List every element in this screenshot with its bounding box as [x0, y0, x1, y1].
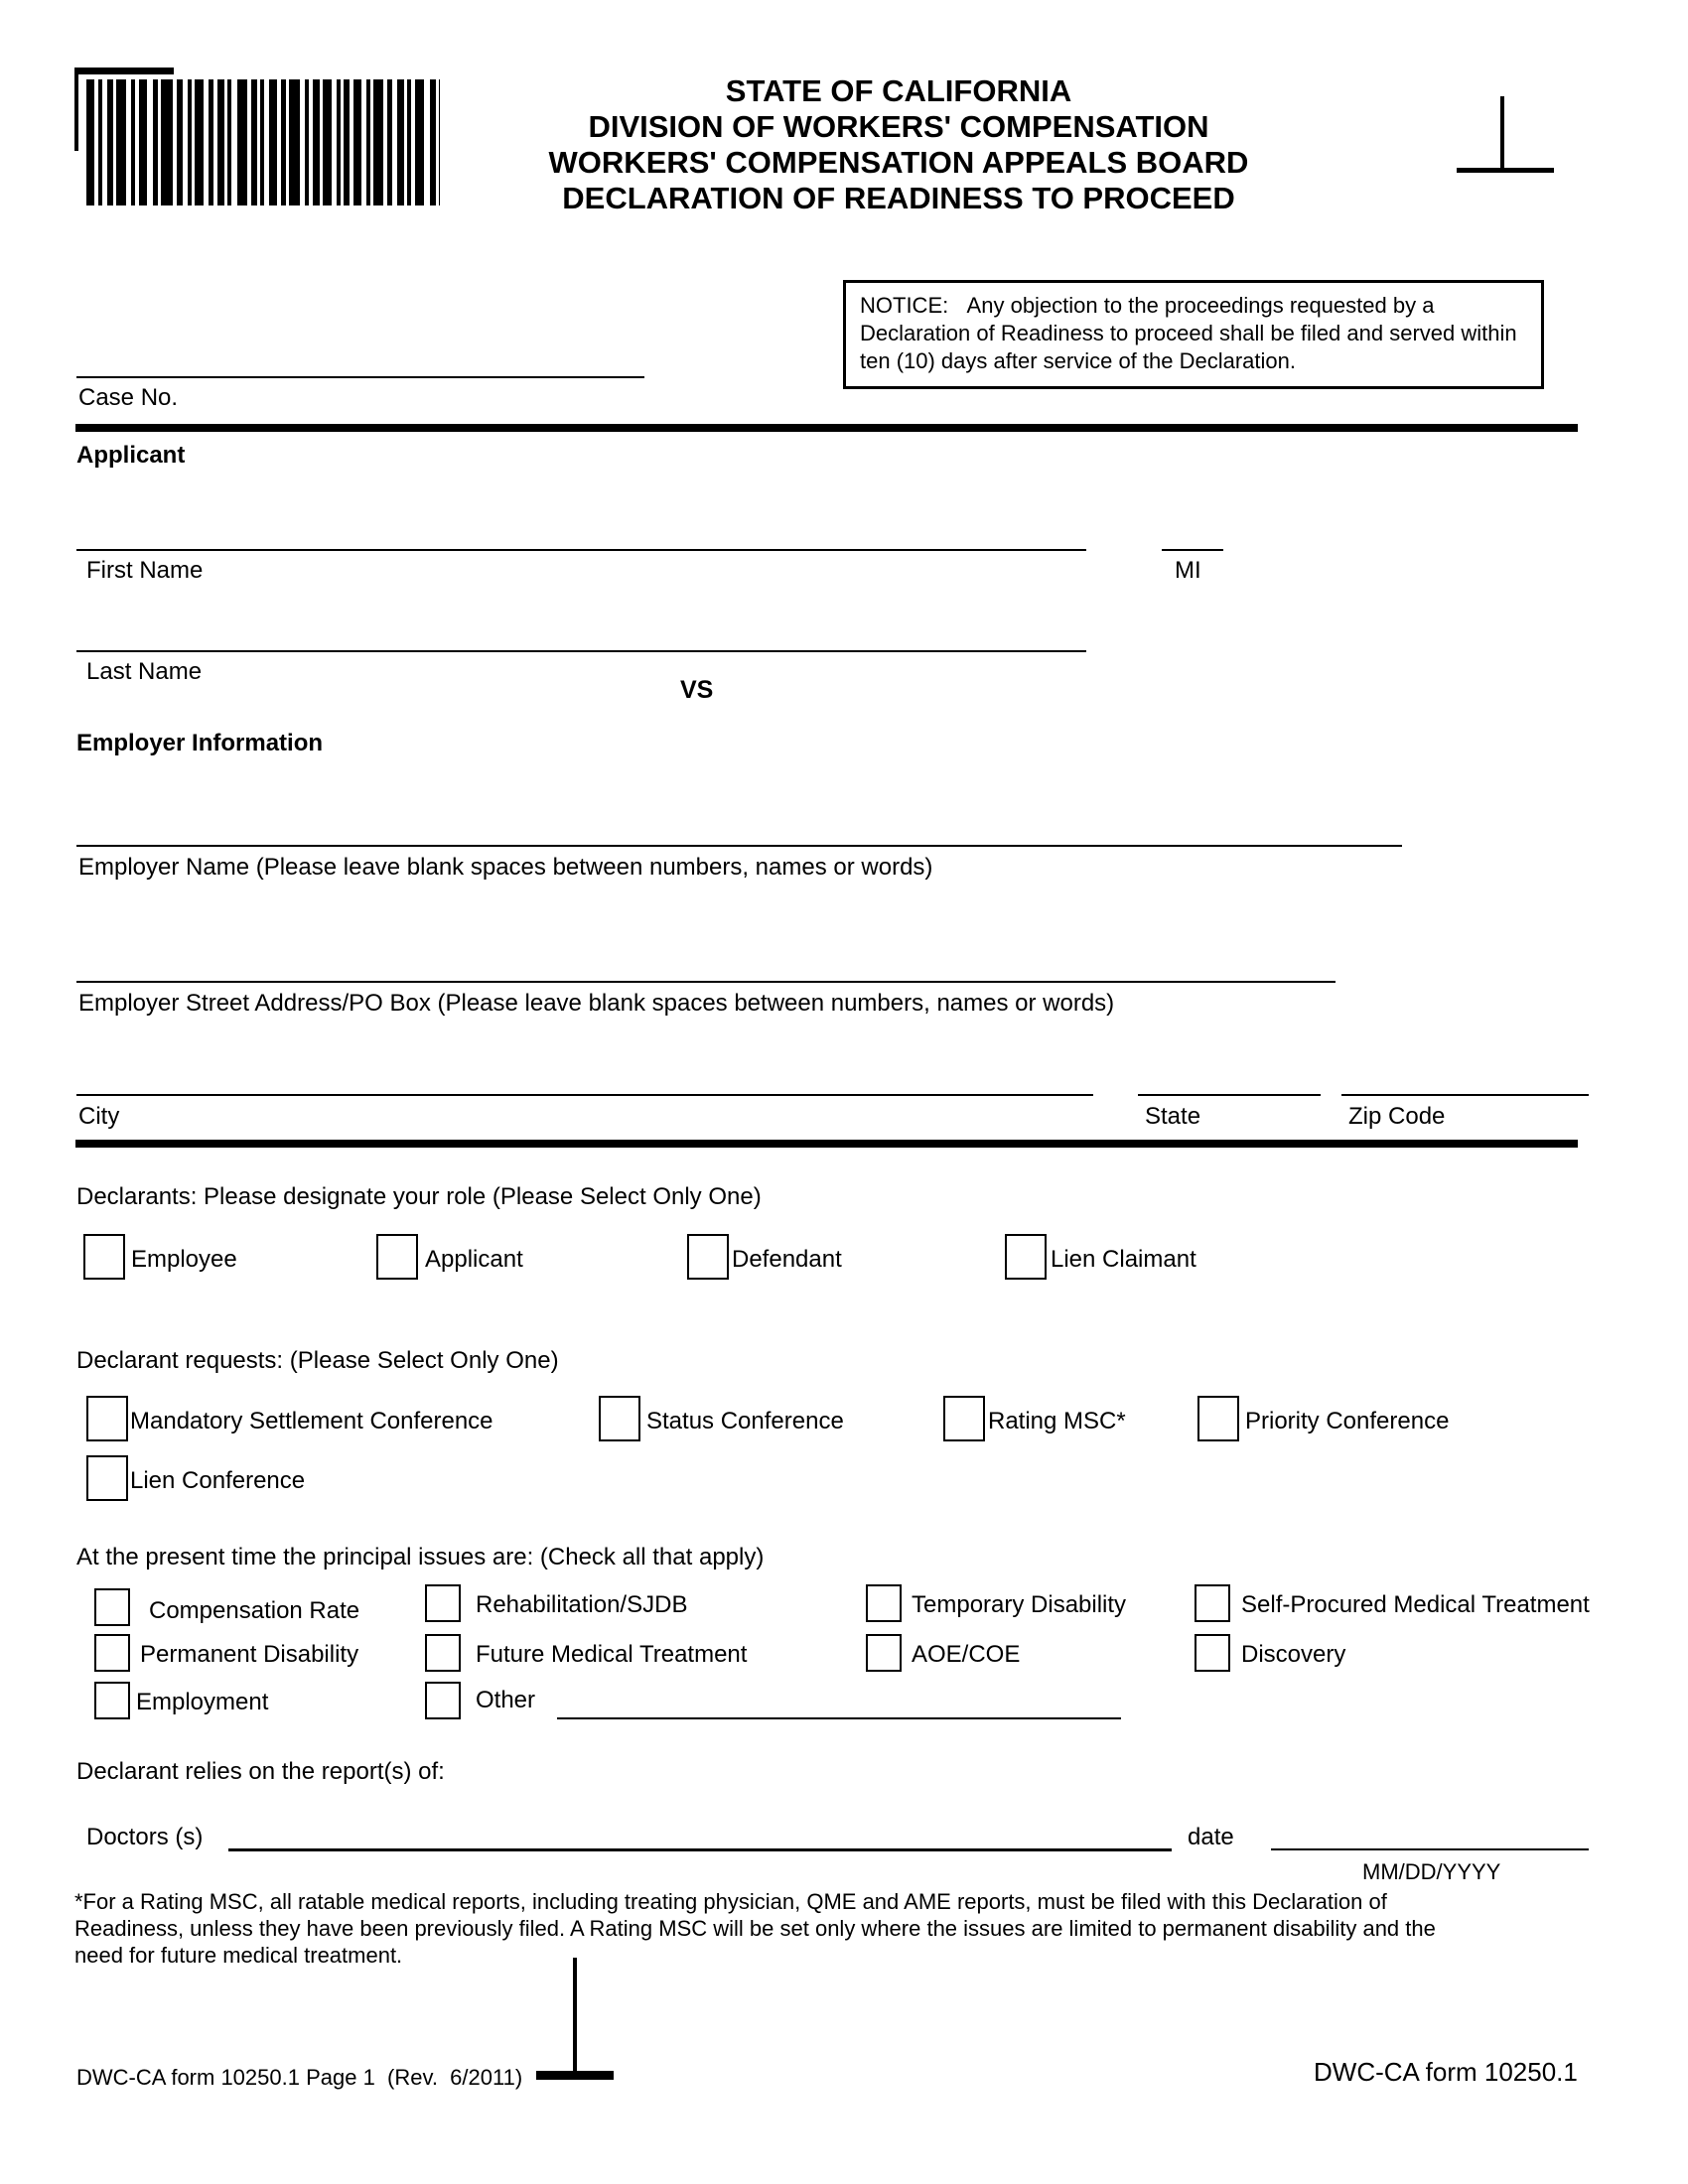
vs-label: VS: [680, 676, 714, 704]
title-line-3: WORKERS' COMPENSATION APPEALS BOARD: [548, 145, 1249, 180]
notice-text: NOTICE: Any objection to the proceedings requested by a Declaration of Readiness to proceed shall be filed and served within ten (10) days after service of the Declaration.: [860, 293, 1517, 373]
date-field[interactable]: [1271, 1848, 1589, 1850]
checkbox-label-aoe-coe: AOE/COE: [912, 1641, 1021, 1668]
checkbox-label-self-procured-medical-treatment: Self-Procured Medical Treatment: [1241, 1591, 1590, 1618]
form-number-page-rev: DWC-CA form 10250.1 Page 1 (Rev. 6/2011): [76, 2065, 523, 2090]
first-name-label: First Name: [86, 557, 204, 584]
checkbox-label-lien-conference: Lien Conference: [130, 1467, 306, 1494]
checkbox-label-compensation-rate: Compensation Rate: [149, 1597, 360, 1624]
checkbox-lien-claimant[interactable]: [1005, 1234, 1047, 1280]
checkbox-rehabilitation-sjdb[interactable]: [425, 1584, 461, 1622]
applicant-section-header: Applicant: [76, 442, 186, 469]
section-divider-top: [75, 424, 1578, 432]
checkbox-self-procured-medical-treatment[interactable]: [1195, 1584, 1230, 1622]
checkbox-label-applicant: Applicant: [425, 1246, 523, 1273]
last-name-field[interactable]: [76, 650, 1086, 652]
checkbox-label-temporary-disability: Temporary Disability: [912, 1591, 1127, 1618]
checkbox-temporary-disability[interactable]: [866, 1584, 902, 1622]
last-name-label: Last Name: [86, 658, 203, 685]
checkbox-label-rating-msc: Rating MSC*: [988, 1408, 1126, 1434]
employer-name-label: Employer Name (Please leave blank spaces between numbers, names or words): [78, 854, 933, 881]
title-line-4: DECLARATION OF READINESS TO PROCEED: [562, 181, 1235, 215]
checkbox-future-medical-treatment[interactable]: [425, 1634, 461, 1672]
checkbox-label-other: Other: [476, 1687, 536, 1713]
checkbox-status-conference[interactable]: [599, 1396, 640, 1441]
checkbox-label-status-conference: Status Conference: [646, 1408, 844, 1434]
checkbox-label-mandatory-settlement-conference: Mandatory Settlement Conference: [130, 1408, 493, 1434]
checkbox-employee[interactable]: [83, 1234, 125, 1280]
registration-mark-top-left-vertical: [74, 68, 78, 151]
checkbox-rating-msc[interactable]: [943, 1396, 985, 1441]
checkbox-label-future-medical-treatment: Future Medical Treatment: [476, 1641, 748, 1668]
checkbox-label-employee: Employee: [131, 1246, 237, 1273]
notice-box: [843, 280, 1544, 389]
checkbox-label-discovery: Discovery: [1241, 1641, 1346, 1668]
other-issue-field[interactable]: [557, 1717, 1121, 1719]
registration-mark-top-right-horizontal: [1457, 168, 1554, 173]
employer-street-field[interactable]: [76, 981, 1336, 983]
checkbox-label-lien-claimant: Lien Claimant: [1051, 1246, 1196, 1273]
state-label: State: [1145, 1103, 1201, 1130]
checkbox-label-priority-conference: Priority Conference: [1245, 1408, 1450, 1434]
middle-initial-field[interactable]: [1162, 549, 1223, 551]
issues-prompt: At the present time the principal issues are: (Check all that apply): [76, 1544, 765, 1570]
reports-prompt: Declarant relies on the report(s) of:: [76, 1758, 445, 1785]
registration-mark-bottom-horizontal: [536, 2071, 614, 2080]
employer-street-label: Employer Street Address/PO Box (Please leave blank spaces between numbers, names or words): [78, 990, 1115, 1017]
employer-section-header: Employer Information: [76, 730, 324, 756]
rating-msc-footnote: *For a Rating MSC, all ratable medical reports, including treating physician, QME and AME reports, must be filed with this Declaration of Readiness, unless they have been previously filed. A Rating MSC will be set only where the issues are limited to permanent disability and the need for future medical treatment.: [74, 1889, 1436, 1968]
checkbox-lien-conference[interactable]: [86, 1455, 128, 1501]
state-field[interactable]: [1138, 1094, 1321, 1096]
checkbox-priority-conference[interactable]: [1197, 1396, 1239, 1441]
city-label: City: [78, 1103, 120, 1130]
registration-mark-bottom-vertical: [573, 1958, 577, 2075]
checkbox-applicant[interactable]: [376, 1234, 418, 1280]
employer-name-field[interactable]: [76, 845, 1402, 847]
declarants-prompt: Declarants: Please designate your role (Please Select Only One): [76, 1183, 762, 1210]
date-format-hint: MM/DD/YYYY: [1362, 1859, 1501, 1884]
middle-initial-label: MI: [1175, 557, 1201, 584]
checkbox-other[interactable]: [425, 1682, 461, 1719]
city-field[interactable]: [76, 1094, 1093, 1096]
checkbox-defendant[interactable]: [687, 1234, 729, 1280]
date-label: date: [1188, 1824, 1234, 1850]
checkbox-discovery[interactable]: [1195, 1634, 1230, 1672]
checkbox-employment[interactable]: [94, 1682, 130, 1719]
case-no-field[interactable]: [76, 376, 644, 378]
title-line-2: DIVISION OF WORKERS' COMPENSATION: [588, 109, 1209, 144]
zip-code-field[interactable]: [1341, 1094, 1589, 1096]
checkbox-label-defendant: Defendant: [732, 1246, 842, 1273]
zip-code-label: Zip Code: [1348, 1103, 1446, 1130]
registration-mark-top-left-horizontal: [74, 68, 174, 74]
title-line-1: STATE OF CALIFORNIA: [725, 73, 1072, 108]
doctors-field[interactable]: [228, 1848, 1172, 1851]
first-name-field[interactable]: [76, 549, 1086, 551]
checkbox-permanent-disability[interactable]: [94, 1634, 130, 1672]
section-divider-middle: [75, 1140, 1578, 1148]
form-number: DWC-CA form 10250.1: [1314, 2057, 1578, 2087]
checkbox-aoe-coe[interactable]: [866, 1634, 902, 1672]
barcode: [86, 79, 440, 205]
checkbox-label-rehabilitation-sjdb: Rehabilitation/SJDB: [476, 1591, 688, 1618]
case-no-label: Case No.: [78, 384, 179, 411]
checkbox-label-employment: Employment: [136, 1689, 269, 1715]
checkbox-mandatory-settlement-conference[interactable]: [86, 1396, 128, 1441]
doctors-label: Doctors (s): [86, 1824, 204, 1850]
checkbox-compensation-rate[interactable]: [94, 1588, 130, 1626]
form-title: [397, 73, 1400, 216]
requests-prompt: Declarant requests: (Please Select Only One): [76, 1347, 559, 1374]
checkbox-label-permanent-disability: Permanent Disability: [140, 1641, 359, 1668]
registration-mark-top-right-vertical: [1500, 96, 1504, 171]
